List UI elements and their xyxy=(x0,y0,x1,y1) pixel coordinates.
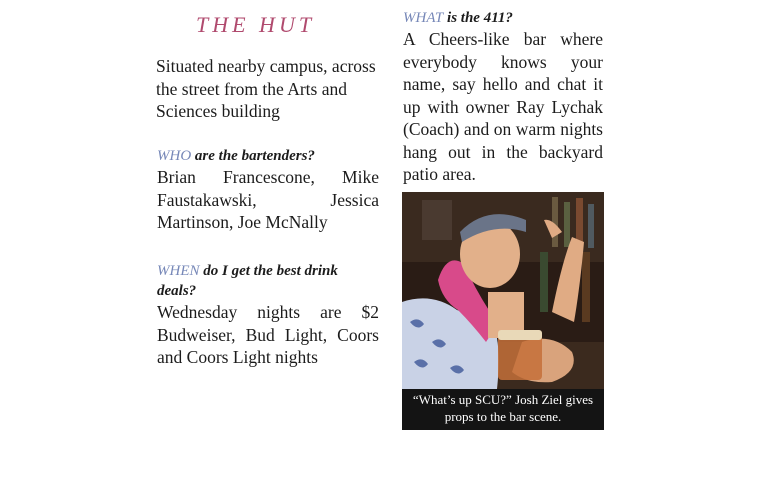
what-question xyxy=(403,8,603,28)
what-answer: A Cheers-like bar where everybody knows your name, say hello and chat it up with owner Ray Lychak (Coach) and on warm nights hang out in the backyard patio area. xyxy=(403,29,603,184)
bar-photo xyxy=(402,192,604,389)
who-question-lead: WHO xyxy=(157,148,192,164)
when-question xyxy=(157,261,379,301)
intro-text: Situated nearby campus, across the street from the Arts and Sciences building xyxy=(156,56,376,121)
what-question-lead: WHAT xyxy=(403,10,444,26)
when-question-lead: WHEN xyxy=(157,263,200,279)
who-section xyxy=(157,146,379,234)
bar-photo-frame xyxy=(402,192,604,430)
when-section xyxy=(157,261,379,369)
photo-caption: “What’s up SCU?” Josh Ziel gives props to the bar scene. xyxy=(412,392,594,424)
when-answer: Wednesday nights are $2 Budweiser, Bud Light, Coors and Coors Light nights xyxy=(157,302,379,367)
who-question-rest: are the bartenders? xyxy=(191,148,315,164)
bar-photo-illustration xyxy=(402,192,604,389)
who-question xyxy=(157,146,379,166)
what-question-rest: is the 411? xyxy=(443,10,513,26)
what-section xyxy=(403,8,603,186)
when-question-rest: do I get the best drink deals? xyxy=(157,263,338,299)
page-title: THE HUT xyxy=(196,12,316,37)
who-answer: Brian Francescone, Mike Faustakawski, Jessica Martinson, Joe McNally xyxy=(157,167,379,232)
